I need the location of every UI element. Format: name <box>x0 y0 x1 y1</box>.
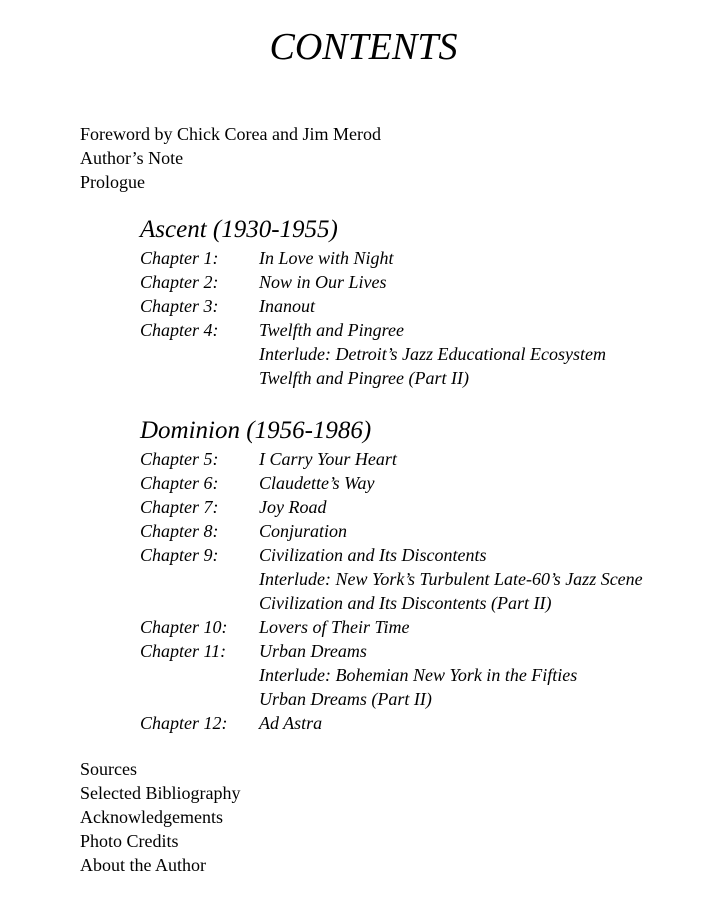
toc-entry <box>140 294 338 318</box>
chapter-label: Chapter 10: <box>140 617 228 637</box>
toc-entry <box>140 663 578 687</box>
toc-entry <box>140 567 643 591</box>
toc-entry <box>140 471 375 495</box>
toc-entry <box>140 591 552 615</box>
chapter-label: Chapter 7: <box>140 497 219 517</box>
toc-entry <box>140 687 432 711</box>
chapter-label: Chapter 2: <box>140 272 219 292</box>
toc-entry <box>140 495 371 519</box>
chapter-label: Chapter 9: <box>140 545 219 565</box>
chapter-title: In Love with Night <box>259 248 394 268</box>
chapter-title: Ad Astra <box>259 713 323 733</box>
chapter-label: Chapter 8: <box>140 521 219 541</box>
part-title: Ascent (1930-1955) <box>140 216 338 243</box>
front-matter-prologue: Prologue <box>80 172 145 192</box>
toc-entry <box>140 246 394 270</box>
chapter-title: Inanout <box>259 296 315 316</box>
back-matter-list <box>80 757 240 877</box>
chapter-title: Conjuration <box>259 521 348 541</box>
toc-entry <box>140 342 606 366</box>
front-matter-authors-note: Author’s Note <box>80 148 184 168</box>
back-matter-about-author: About the Author <box>80 855 206 875</box>
chapter-label: Chapter 1: <box>140 248 219 268</box>
toc-entry <box>140 711 371 735</box>
interlude-title: Interlude: New York’s Turbulent Late-60’s Jazz Scene <box>259 569 643 589</box>
chapter-title: Twelfth and Pingree <box>259 320 404 340</box>
toc-entry <box>140 639 371 663</box>
chapter-title: Urban Dreams <box>259 641 367 661</box>
chapter-label: Chapter 4: <box>140 320 219 340</box>
chapter-title: Civilization and Its Discontents (Part II) <box>259 593 552 613</box>
chapter-title: Urban Dreams (Part II) <box>259 689 432 709</box>
chapter-label: Chapter 6: <box>140 473 219 493</box>
part-dominion <box>140 415 643 735</box>
toc-entry <box>140 366 469 390</box>
back-matter-acknowledgements: Acknowledgements <box>80 807 223 827</box>
chapter-title: Claudette’s Way <box>259 473 375 493</box>
toc-entry <box>140 543 487 567</box>
page-title: CONTENTS <box>269 26 458 68</box>
part-ascent <box>140 214 606 390</box>
chapter-title: I Carry Your Heart <box>259 449 397 469</box>
chapter-title: Lovers of Their Time <box>259 617 410 637</box>
toc-entry <box>140 318 404 342</box>
chapter-title: Civilization and Its Discontents <box>259 545 487 565</box>
toc-entry <box>140 615 410 639</box>
back-matter-sources: Sources <box>80 759 137 779</box>
front-matter-foreword: Foreword by Chick Corea and Jim Merod <box>80 124 381 144</box>
chapter-title: Twelfth and Pingree (Part II) <box>259 368 469 388</box>
chapter-title: Now in Our Lives <box>259 272 387 292</box>
back-matter-photo-credits: Photo Credits <box>80 831 179 851</box>
interlude-title: Interlude: Bohemian New York in the Fifties <box>259 665 578 685</box>
part-title: Dominion (1956-1986) <box>140 417 372 444</box>
front-matter-list <box>80 122 381 194</box>
toc-entry <box>140 447 397 471</box>
chapter-title: Joy Road <box>259 497 327 517</box>
back-matter-bibliography: Selected Bibliography <box>80 783 241 803</box>
toc-entry <box>140 519 371 543</box>
toc-entry <box>140 270 387 294</box>
chapter-label: Chapter 12: <box>140 713 228 733</box>
chapter-label: Chapter 3: <box>140 296 219 316</box>
chapter-label: Chapter 5: <box>140 449 219 469</box>
chapter-label: Chapter 11: <box>140 641 227 661</box>
interlude-title: Interlude: Detroit’s Jazz Educational Ecosystem <box>259 344 606 364</box>
